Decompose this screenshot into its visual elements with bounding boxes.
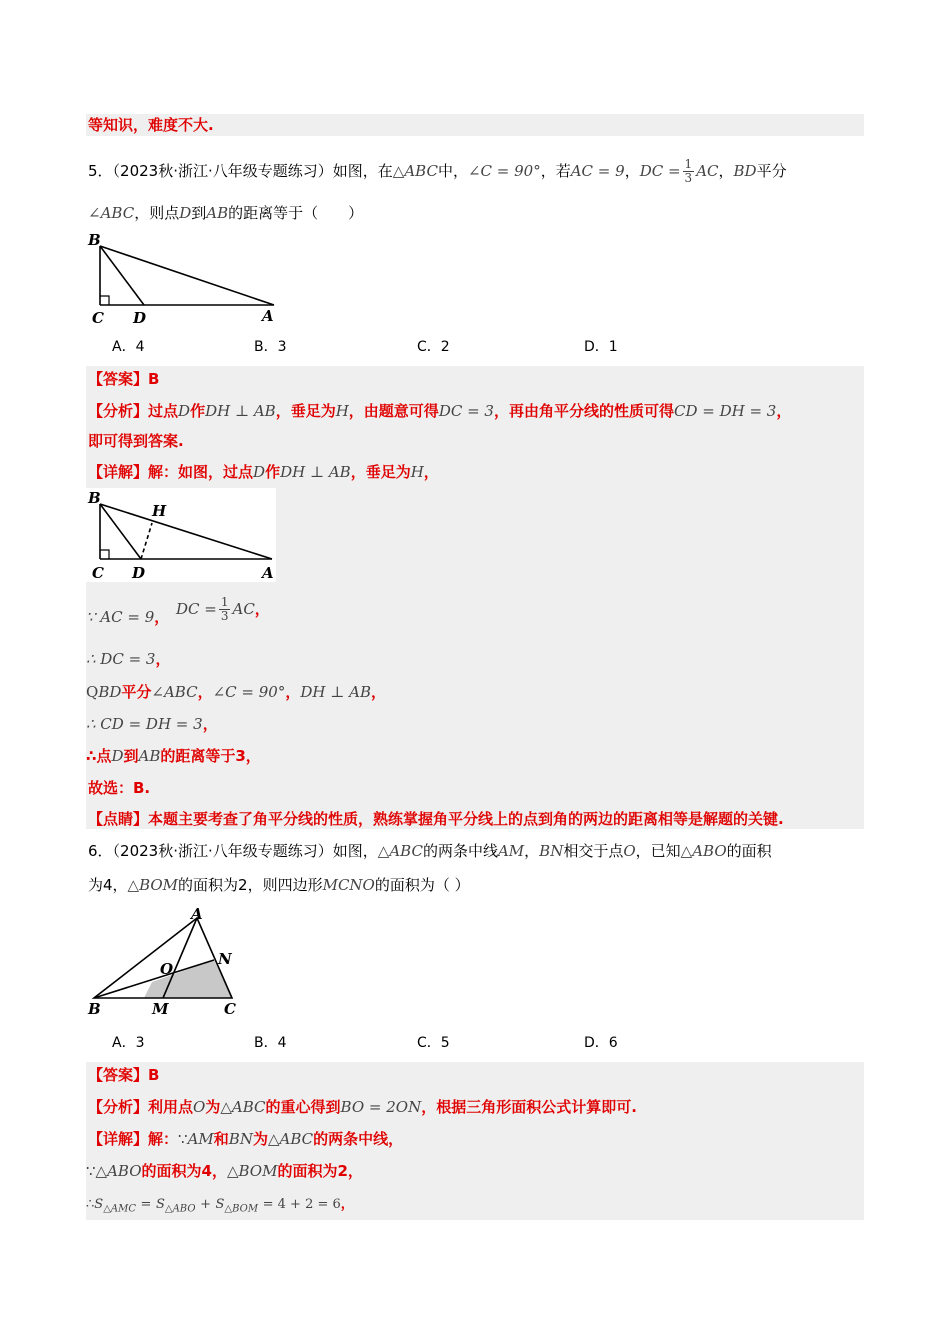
q5-figure: [84, 228, 284, 328]
q5-step6: 故选：B.: [88, 779, 151, 797]
q5-text: ，则点: [134, 204, 180, 222]
q5-step2: ∴ DC = 3，: [86, 650, 171, 668]
q6-step2: $\therefore S_{\triangle AMC} = S_{\triangle ABO} + S_{\triangle BOM} = 4 + 2 = 6$，: [86, 1197, 354, 1215]
q5-figure-right-angle: [100, 296, 109, 305]
q6-label-c: C: [224, 1000, 236, 1018]
q5-text: ，: [718, 162, 734, 180]
q5-option-d[interactable]: D．1: [584, 339, 618, 355]
q6-detail-line1: 【详解】解：∵AM和BN为△ABC的两条中线，: [88, 1130, 404, 1148]
q5-point-d: D: [179, 204, 192, 222]
q5-fraction: $\frac{1}{3}$: [684, 157, 693, 185]
q5-label-b: B: [88, 231, 101, 249]
q5-text: 如图，在: [332, 162, 393, 180]
q5-dc-rhs: AC: [696, 162, 719, 180]
q5-step5: ∴点D到AB的距离等于3，: [86, 747, 261, 765]
q5-step1-fraction: $\frac{1}{3}$: [220, 595, 229, 623]
q5-fig2-label-a: A: [262, 564, 274, 582]
q5-step3: QBD平分∠ABC，∠C = 90°，DH ⊥ AB，: [86, 683, 386, 701]
q5-fig2-perpendicular-dh: [141, 523, 152, 559]
q6-step1: ∵△ABO的面积为4，△BOM的面积为2，: [86, 1162, 363, 1180]
q5-fig2-label-h: H: [152, 502, 167, 520]
q5-figure-2: [86, 488, 276, 582]
q6-label-a: A: [191, 905, 203, 923]
q5-option-a[interactable]: A．4: [112, 339, 145, 355]
q5-number: 5．: [88, 162, 113, 180]
q6-label-o: O: [160, 960, 174, 978]
q6-label-m: M: [152, 1000, 169, 1018]
q5-step1-frac: DC = $\frac{1}{3}$ AC，: [176, 595, 270, 623]
q5-fig2-bisector-bd: [100, 504, 141, 559]
q5-text: 中，: [437, 162, 468, 180]
q5-analysis-line2: 即可得到答案.: [88, 432, 184, 450]
q5-angle-abc: ∠ABC: [88, 204, 135, 222]
intro-tail-text: 等知识，难度不大.: [88, 116, 214, 134]
q5-angle: ∠C = 90°: [467, 162, 541, 180]
q6-number: 6．: [88, 842, 113, 860]
q6-option-b[interactable]: B．4: [254, 1035, 287, 1051]
q5-ab: AB: [206, 204, 229, 222]
q6-analysis: 【分析】利用点O为△ABC的重心得到BO = 2ON，根据三角形面积公式计算即可.: [88, 1098, 637, 1116]
q5-bd: BD: [733, 162, 757, 180]
q5-detail-line1: 【详解】解：如图，过点D作DH ⊥ AB，垂足为H，: [88, 463, 439, 481]
q5-figure-side-ba: [100, 246, 274, 305]
q6-figure: [84, 904, 254, 1020]
q5-fig2-label-d: D: [132, 564, 146, 582]
q6-label-n: N: [218, 950, 232, 968]
q5-fig2-label-c: C: [92, 564, 104, 582]
q6-option-a[interactable]: A．3: [112, 1035, 145, 1051]
q5-answer: 【答案】B: [88, 370, 160, 388]
q5-text: 到: [191, 204, 207, 222]
q5-step1: ∵ AC = 9，: [86, 608, 170, 626]
q5-label-a: A: [262, 307, 274, 325]
q5-stem-line2: [88, 202, 363, 224]
q5-fig2-right-angle: [100, 550, 109, 559]
q5-option-b[interactable]: B．3: [254, 339, 287, 355]
q6-source: （2023秋·浙江·八年级专题练习）: [112, 842, 333, 860]
q5-analysis-line1: 【分析】过点D作DH ⊥ AB，垂足为H，由题意可得DC = 3，再由角平分线的性质可得CD = DH = 3，: [88, 402, 792, 420]
q6-option-d[interactable]: D．6: [584, 1035, 618, 1051]
q6-stem-line2: 为4，△BOM的面积为2，则四边形MCNO的面积为（ ）: [88, 876, 470, 894]
q6-answer: 【答案】B: [88, 1066, 160, 1084]
q5-option-c[interactable]: C．2: [417, 339, 450, 355]
q5-source: （2023秋·浙江·八年级专题练习）: [112, 162, 333, 180]
q6-option-c[interactable]: C．5: [417, 1035, 450, 1051]
q5-label-d: D: [133, 309, 147, 327]
q5-label-c: C: [92, 309, 104, 327]
q6-label-b: B: [88, 1000, 101, 1018]
q5-text: ，: [624, 162, 640, 180]
q5-stem-line1: [88, 158, 787, 185]
q5-text: 平分: [756, 162, 787, 180]
q5-dc-lhs: DC =: [639, 162, 681, 180]
q5-fig2-label-b: B: [88, 489, 101, 507]
q5-comment: 【点睛】本题主要考查了角平分线的性质，熟练掌握角平分线上的点到角的两边的距离相等是解题的关键.: [88, 810, 784, 828]
q5-ac: AC = 9: [570, 162, 625, 180]
q5-triangle: △ABC: [392, 162, 438, 180]
q5-step4: ∴ CD = DH = 3，: [86, 715, 218, 733]
q6-stem-line1: 6．（2023秋·浙江·八年级专题练习）如图，△ABC的两条中线AM，BN相交于点O，已知△ABO的面积: [88, 842, 772, 860]
q5-text: ，若: [540, 162, 571, 180]
q5-text: 的距离等于（ ）: [228, 204, 364, 222]
q5-fig2-side-ba: [100, 504, 272, 559]
